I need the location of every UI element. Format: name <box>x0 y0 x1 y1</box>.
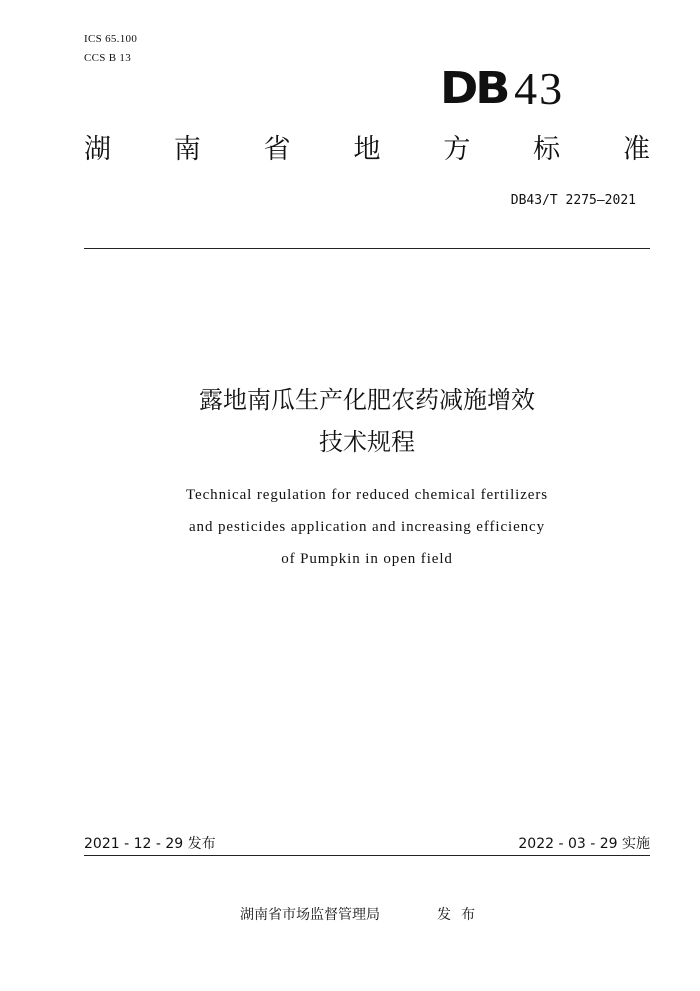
standard-code: DB43/T 2275—2021 <box>510 193 636 208</box>
db-logo-number: 43 <box>514 63 565 114</box>
implementation-date: 2022 - 03 - 29 实施 <box>518 836 650 852</box>
standard-level-char: 湖 <box>84 134 111 165</box>
standard-level-char: 南 <box>173 134 201 165</box>
ccs-code: CCS B 13 <box>84 52 132 64</box>
standard-level-char: 地 <box>353 134 381 165</box>
bottom-divider <box>84 855 650 856</box>
standard-level-heading <box>84 134 650 166</box>
chinese-title-line-2: 技术规程 <box>319 428 415 456</box>
standard-level-char: 方 <box>443 134 471 165</box>
chinese-title-line-1: 露地南瓜生产化肥农药减施增效 <box>199 386 535 414</box>
ics-code: ICS 65.100 <box>84 33 138 45</box>
publish-label: 发布 <box>437 907 485 923</box>
english-title-line-3: of Pumpkin in open field <box>281 551 453 567</box>
db-logo <box>440 62 564 112</box>
standard-level-char: 准 <box>622 134 650 165</box>
english-title-line-2: and pesticides application and increasing efficiency <box>189 519 545 535</box>
english-title-line-1: Technical regulation for reduced chemical fertilizers <box>186 487 548 503</box>
top-divider <box>84 248 650 249</box>
standard-level-char: 省 <box>263 134 291 165</box>
issue-date: 2021 - 12 - 29 发布 <box>84 836 216 852</box>
publisher-name: 湖南省市场监督管理局 <box>240 907 380 923</box>
standard-level-char: 标 <box>533 134 561 165</box>
db-logo-letters: DB <box>440 63 508 114</box>
